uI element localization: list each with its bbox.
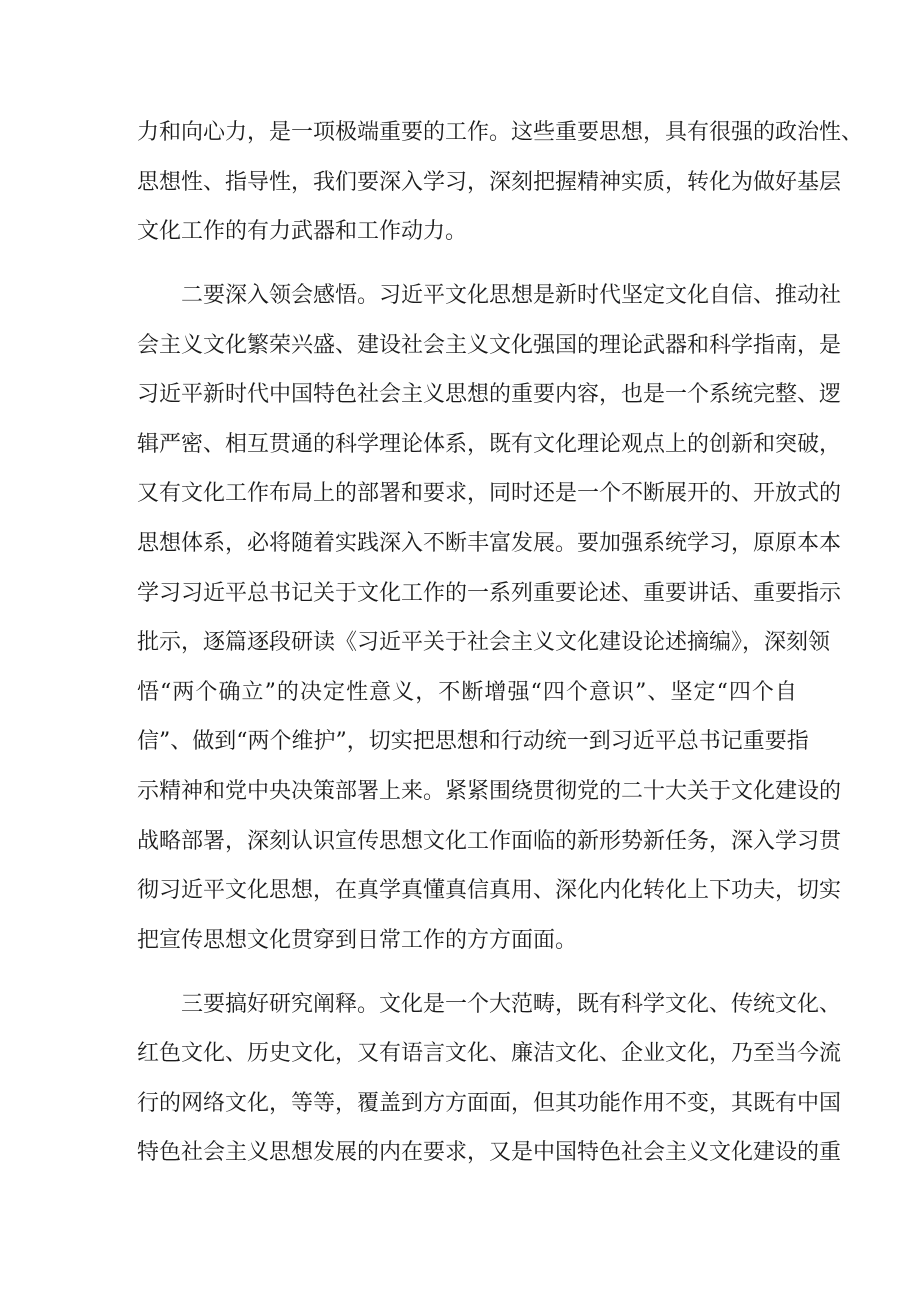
paragraph-2-line-7: 学习习近平总书记关于文化工作的一系列重要论述、重要讲话、重要指示 <box>137 581 842 606</box>
paragraph-2-line-12: 战略部署，深刻认识宣传思想文化工作面临的新形势新任务，深入学习贯 <box>137 829 842 854</box>
paragraph-3-line-2: 红色文化、历史文化，又有语言文化、廉洁文化、企业文化，乃至当今流 <box>137 1041 842 1066</box>
paragraph-2-line-1: 二要深入领会感悟。习近平文化思想是新时代坚定文化自信、推动社 <box>181 283 842 308</box>
paragraph-1-line-2: 思想性、指导性，我们要深入学习，深刻把握精神实质，转化为做好基层 <box>137 170 842 195</box>
paragraph-2-line-2: 会主义文化繁荣兴盛、建设社会主义文化强国的理论武器和科学指南，是 <box>137 333 842 358</box>
paragraph-2-line-8: 批示，逐篇逐段研读《习近平关于社会主义文化建设论述摘编》，深刻领 <box>137 630 831 655</box>
paragraph-2-line-10: 信”、做到“两个维护”，切实把思想和行动统一到习近平总书记重要指 <box>137 729 809 754</box>
paragraph-2-line-5: 又有文化工作布局上的部署和要求，同时还是一个不断展开的、开放式的 <box>137 481 842 506</box>
paragraph-1-line-1: 力和向心力，是一项极端重要的工作。这些重要思想，具有很强的政治性、 <box>137 120 864 145</box>
paragraph-2-line-13: 彻习近平文化思想，在真学真懂真信真用、深化内化转化上下功夫，切实 <box>137 878 842 903</box>
paragraph-2-line-14: 把宣传思想文化贯穿到日常工作的方方面面。 <box>137 928 578 953</box>
paragraph-2-line-9: 悟“两个确立”的决定性意义，不断增强“四个意识”、坚定“四个自 <box>137 680 797 705</box>
paragraph-3-line-1: 三要搞好研究阐释。文化是一个大范畴，既有科学文化、传统文化、 <box>181 992 842 1017</box>
paragraph-2-line-6: 思想体系，必将随着实践深入不断丰富发展。要加强系统学习，原原本本 <box>137 531 842 556</box>
paragraph-2-line-3: 习近平新时代中国特色社会主义思想的重要内容，也是一个系统完整、逻 <box>137 382 842 407</box>
paragraph-3-line-4: 特色社会主义思想发展的内在要求，又是中国特色社会主义文化建设的重 <box>137 1140 842 1165</box>
paragraph-3-line-3: 行的网络文化，等等，覆盖到方方面面，但其功能作用不变，其既有中国 <box>137 1091 842 1116</box>
paragraph-2-line-11: 示精神和党中央决策部署上来。紧紧围绕贯彻党的二十大关于文化建设的 <box>137 779 842 804</box>
paragraph-1-line-3: 文化工作的有力武器和工作动力。 <box>137 219 468 244</box>
paragraph-2-line-4: 辑严密、相互贯通的科学理论体系，既有文化理论观点上的创新和突破， <box>137 432 842 457</box>
